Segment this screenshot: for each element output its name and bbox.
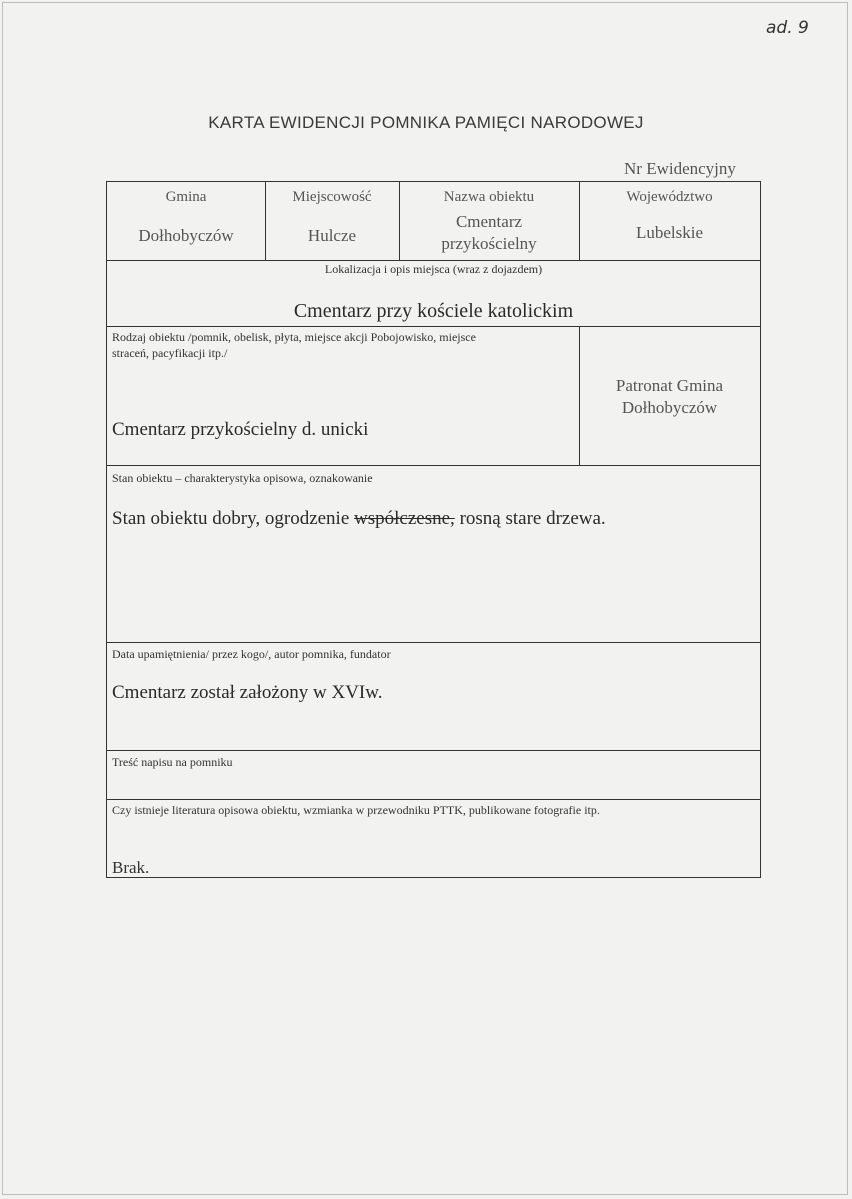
stan-label: Stan obiektu – charakterystyka opisowa, oznakowanie [112,471,373,485]
nazwa-obiektu-value-line2: przykościelny [441,234,537,253]
lokalizacja-value: Cmentarz przy kościele katolickim [293,300,574,322]
stan-value [112,508,606,530]
rule-stan-bottom [107,642,760,643]
data-upamietnienia-label: Data upamiętnienia/ przez kogo/, autor pomnika, fundator [112,647,391,661]
gmina-value: Dołhobyczów [138,226,234,245]
rodzaj-value: Cmentarz przykościelny d. unicki [112,419,369,440]
nazwa-obiektu-label: Nazwa obiektu [443,189,535,205]
wojewodztwo-value: Lubelskie [635,223,704,242]
stan-value-end: rosną stare drzewa. [454,508,606,529]
rule-tresc-bottom [107,799,760,800]
miejscowosc-label: Miejscowość [292,189,372,205]
gmina-label: Gmina [165,189,207,205]
nazwa-obiektu-value-line1: Cmentarz [455,212,523,231]
literatura-value: Brak. [112,858,150,877]
nr-ewidencyjny-label: Nr Ewidencyjny [624,159,736,178]
wojewodztwo-label: Województwo [626,189,713,205]
data-upamietnienia-value: Cmentarz został założony w XVIw. [112,682,383,703]
rodzaj-label-line1: Rodzaj obiektu /pomnik, obelisk, płyta, miejsce akcji Pobojowisko, miejsce [112,330,476,344]
document-title: KARTA EWIDENCJI POMNIKA PAMIĘCI NARODOWEJ [208,113,644,132]
page-number: ad. 9 [766,18,809,38]
patronat-line2: Dołhobyczów [621,398,718,417]
miejscowosc-value: Hulcze [307,226,357,245]
record-form [106,181,761,878]
stan-value-start: Stan obiektu dobry, ogrodzenie [112,508,355,529]
lokalizacja-label: Lokalizacja i opis miejsca (wraz z dojazdem) [324,262,543,276]
patronat-line1: Patronat Gmina [615,376,724,395]
rule-lokalizacja-bottom [107,326,760,327]
rule-rodzaj-bottom [107,465,760,466]
rule-data-bottom [107,750,760,751]
stan-value-struck: współczesne, [354,508,455,529]
rodzaj-label-line2: straceń, pacyfikacji itp./ [112,346,228,360]
tresc-napisu-label: Treść napisu na pomniku [112,755,233,769]
literatura-label: Czy istnieje literatura opisowa obiektu, wzmianka w przewodniku PTTK, publikowane fotografie itp. [112,803,600,817]
rule-header-bottom [107,260,760,261]
